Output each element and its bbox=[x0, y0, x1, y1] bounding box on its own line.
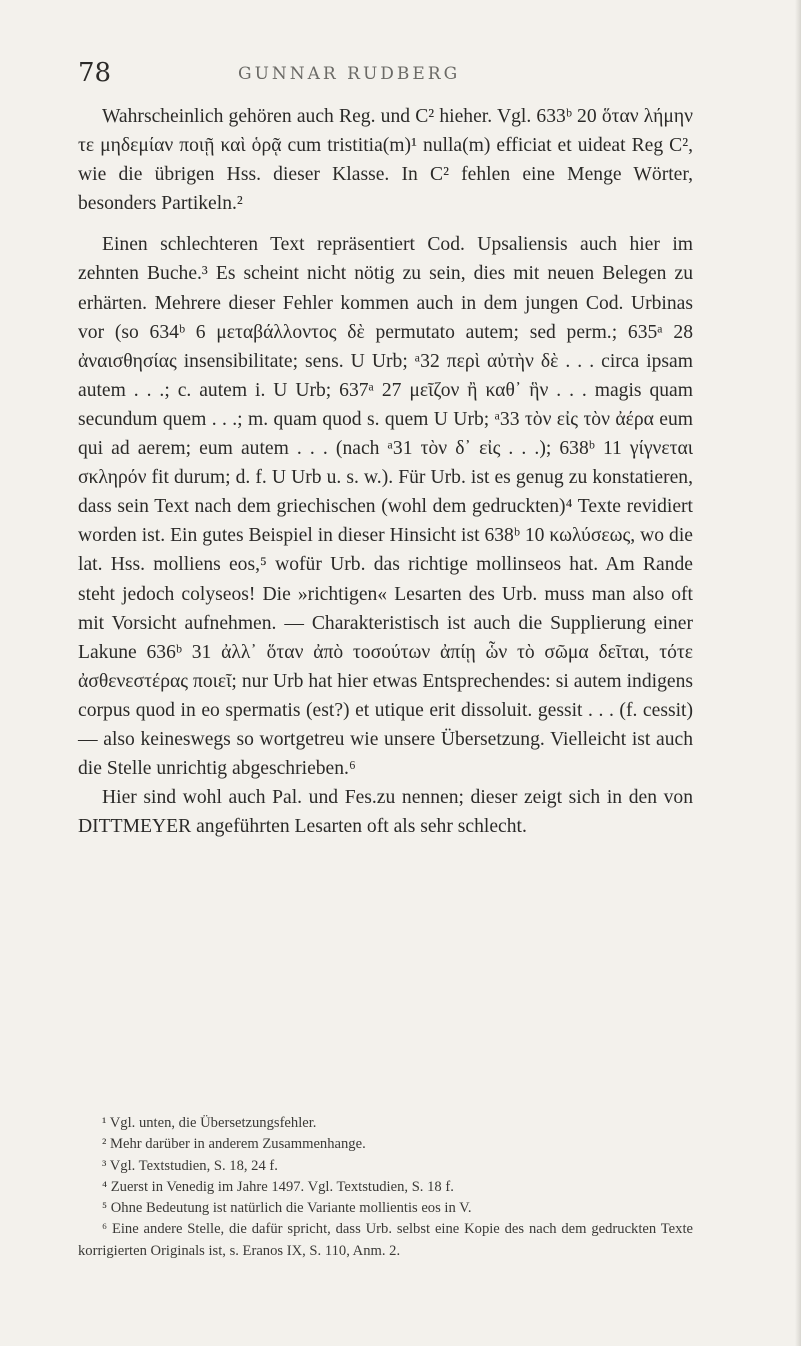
footnote: ¹ Vgl. unten, die Übersetzungsfehler. bbox=[102, 1115, 317, 1131]
footnote: ³ Vgl. Textstudien, S. 18, 24 f. bbox=[102, 1157, 278, 1174]
page-edge-shadow bbox=[795, 0, 801, 1346]
page-number: 78 bbox=[78, 58, 112, 88]
paragraph: Hier sind wohl auch Pal. und Fes.zu nennen; dieser zeigt sich in den von DITTMEYER angeführten Lesarten oft als sehr schlecht. bbox=[78, 787, 693, 838]
footnote: ² Mehr darüber in anderem Zusammenhange. bbox=[102, 1136, 366, 1153]
footnote: ⁶ Eine andere Stelle, die dafür spricht, dass Urb. selbst eine Kopie des nach dem gedruckten Texte korrigierten Originals ist, s. Eranos IX, S. 110, Anm. 2. bbox=[78, 1221, 693, 1259]
footnote: ⁵ Ohne Bedeutung ist natürlich die Variante mollientis eos in V. bbox=[102, 1200, 472, 1217]
paragraph: Wahrscheinlich gehören auch Reg. und C² hieher. Vgl. 633ᵇ 20 ὅταν λήμην τε μηδεμίαν ποιῇ καὶ ὁρᾷ cum tristitia(m)¹ nulla(m) efficiat et uideat Reg C², wie die übrigen Hss. dieser Klasse. In C² fehlen eine Menge Wörter, besonders Partikeln.² bbox=[78, 106, 693, 215]
paragraph: Einen schlechteren Text repräsentiert Cod. Upsaliensis auch hier im zehnten Buche.³ Es scheint nicht nötig zu sein, dies mit neuen Belegen zu erhärten. Mehrere dieser Fehler kommen auch in dem jungen Cod. Urbinas vor (so 634ᵇ 6 μεταβάλλοντος δὲ permutato autem; sed perm.; 635ᵃ 28 ἀναισθησίας insensibilitate; sens. U Urb; ᵃ32 περὶ αὐτὴν δὲ . . . circa ipsam autem . . .; c. autem i. U Urb; 637ᵃ 27 μεῖζον ἢ καθ᾽ ἣν . . . magis quam secundum quem . . .; m. quam quod s. quem U Urb; ᵃ33 τὸν εἰς τὸν ἀέρα eum qui ad aerem; eum autem . . . (nach ᵃ31 τὸν δ᾽ εἰς . . .); 638ᵇ 11 γίγνεται σκληρόν fit durum; d. f. U Urb u. s. w.). Für Urb. ist es genug zu konstatieren, dass sein Text nach dem griechischen (wohl dem gedruckten)⁴ Texte revidiert worden ist. Ein gutes Beispiel in dieser Hinsicht ist 638ᵇ 10 κωλύσεως, wo die lat. Hss. molliens eos,⁵ wofür Urb. das richtige mollinseos hat. Am Rande steht jedoch colyseos! Die »richtigen« Lesarten des Urb. muss man also oft mit Vorsicht aufnehmen. — Charakteristisch ist auch die Supplierung einer Lakune 636ᵇ 31 ἀλλ᾽ ὅταν ἀπὸ τοσούτων ἀπίῃ ὧν τὸ σῶμα δεῖται, τότε ἀσθενεστέρας ποιεῖ; nur Urb hat hier etwas Entsprechendes: si autem indigens corpus quod in eo spermatis (est?) et utique erit dissoluit. gessit . . . (f. cessit) — also keineswegs so wortgetreu wie unsere Übersetzung. Vielleicht ist auch die Stelle unrichtig abgeschrieben.⁶ bbox=[78, 234, 693, 780]
footnotes bbox=[78, 1113, 693, 1262]
footnote: ⁴ Zuerst in Venedig im Jahre 1497. Vgl. Textstudien, S. 18 f. bbox=[102, 1178, 454, 1195]
running-head: GUNNAR RUDBERG bbox=[238, 64, 461, 84]
main-text bbox=[78, 102, 693, 841]
page-header bbox=[78, 58, 678, 98]
